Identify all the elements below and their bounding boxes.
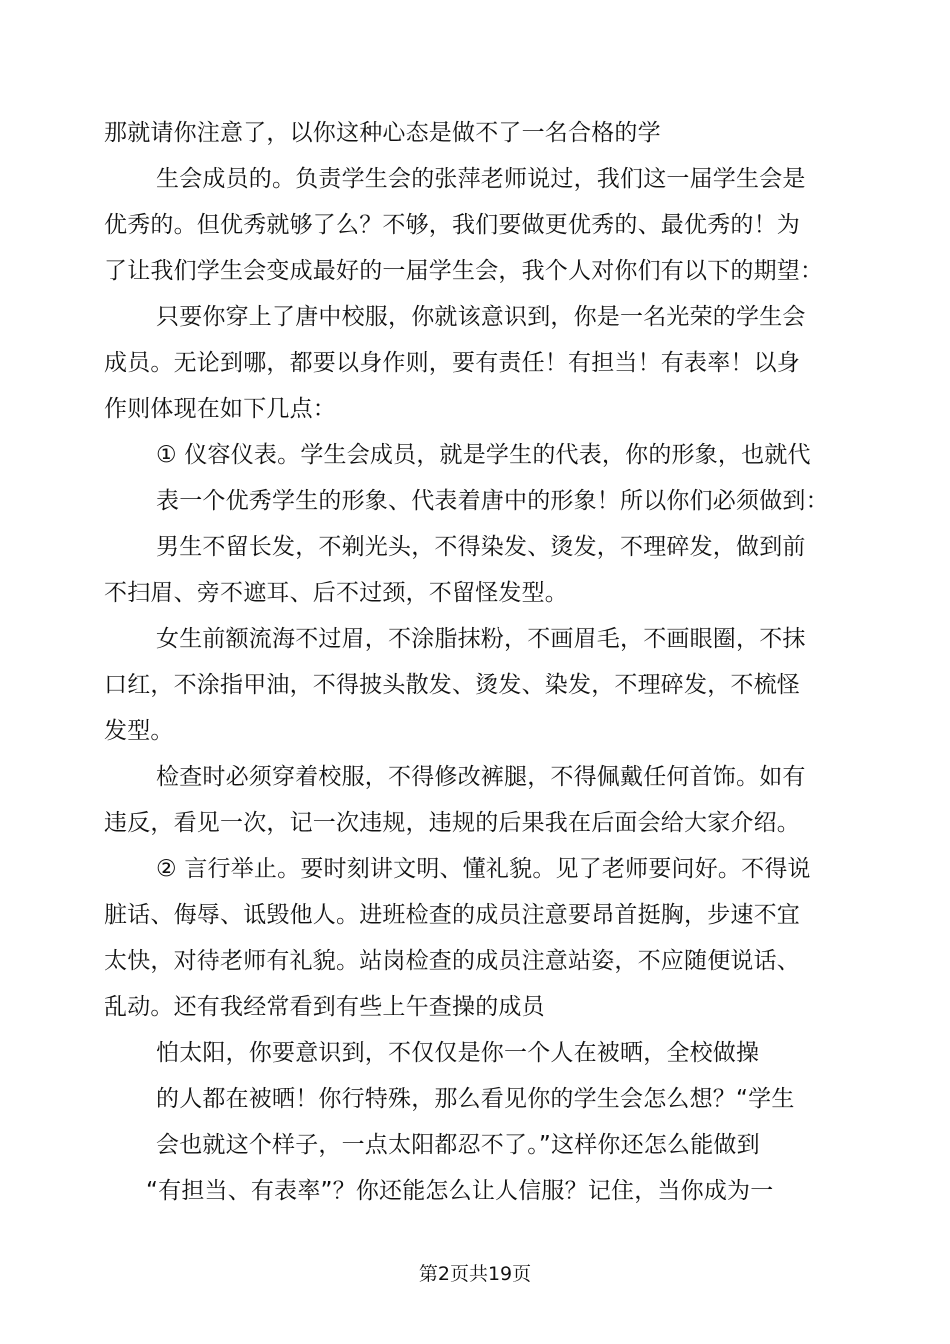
text-line: 怕太阳，你要意识到，不仅仅是你一个人在被晒，全校做操: [156, 1040, 760, 1066]
text-line: 口红，不涂指甲油，不得披头散发、烫发、染发，不理碎发，不梳怪: [104, 672, 800, 698]
text-line: ② 言行举止。要时刻讲文明、懂礼貌。见了老师要问好。不得说: [156, 856, 811, 882]
text-line: 生会成员的。负责学生会的张萍老师说过，我们这一届学生会是: [156, 166, 806, 192]
text-line: 作则体现在如下几点：: [104, 396, 336, 422]
text-line: 了让我们学生会变成最好的一届学生会，我个人对你们有以下的期望：: [104, 258, 824, 284]
text-line: 检查时必须穿着校服，不得修改裤腿，不得佩戴任何首饰。如有: [156, 764, 806, 790]
text-line: 只要你穿上了唐中校服，你就该意识到，你是一名光荣的学生会: [156, 304, 806, 330]
text-line: 会也就这个样子，一点太阳都忍不了。”这样你还怎么能做到: [156, 1132, 760, 1158]
text-line: 女生前额流海不过眉，不涂脂抹粉，不画眉毛，不画眼圈，不抹: [156, 626, 806, 652]
text-line: 男生不留长发，不剃光头，不得染发、烫发，不理碎发，做到前: [156, 534, 806, 560]
text-line: 违反，看见一次，记一次违规，违规的后果我在后面会给大家介绍。: [104, 810, 800, 836]
text-line: 乱动。还有我经常看到有些上午查操的成员: [104, 994, 545, 1020]
text-line: “有担当、有表率”？你还能怎么让人信服？记住，当你成为一: [146, 1178, 774, 1204]
text-line: 优秀的。但优秀就够了么？不够，我们要做更优秀的、最优秀的！为: [104, 212, 800, 238]
text-line: 太快，对待老师有礼貌。站岗检查的成员注意站姿，不应随便说话、: [104, 948, 800, 974]
text-line: ① 仪容仪表。学生会成员，就是学生的代表，你的形象，也就代: [156, 442, 811, 468]
page-number: 第2页共19页: [418, 1263, 532, 1285]
text-line: 发型。: [104, 718, 174, 744]
text-line: 脏话、侮辱、诋毁他人。进班检查的成员注意要昂首挺胸，步速不宜: [104, 902, 800, 928]
text-line: 的人都在被晒！你行特殊，那么看见你的学生会怎么想？“学生: [156, 1086, 795, 1112]
text-line: 表一个优秀学生的形象、代表着唐中的形象！所以你们必须做到：: [156, 488, 829, 514]
text-line: 不扫眉、旁不遮耳、后不过颈，不留怪发型。: [104, 580, 568, 606]
text-line: 那就请你注意了，以你这种心态是做不了一名合格的学: [104, 120, 661, 146]
text-line: 成员。无论到哪，都要以身作则，要有责任！有担当！有表率！以身: [104, 350, 800, 376]
